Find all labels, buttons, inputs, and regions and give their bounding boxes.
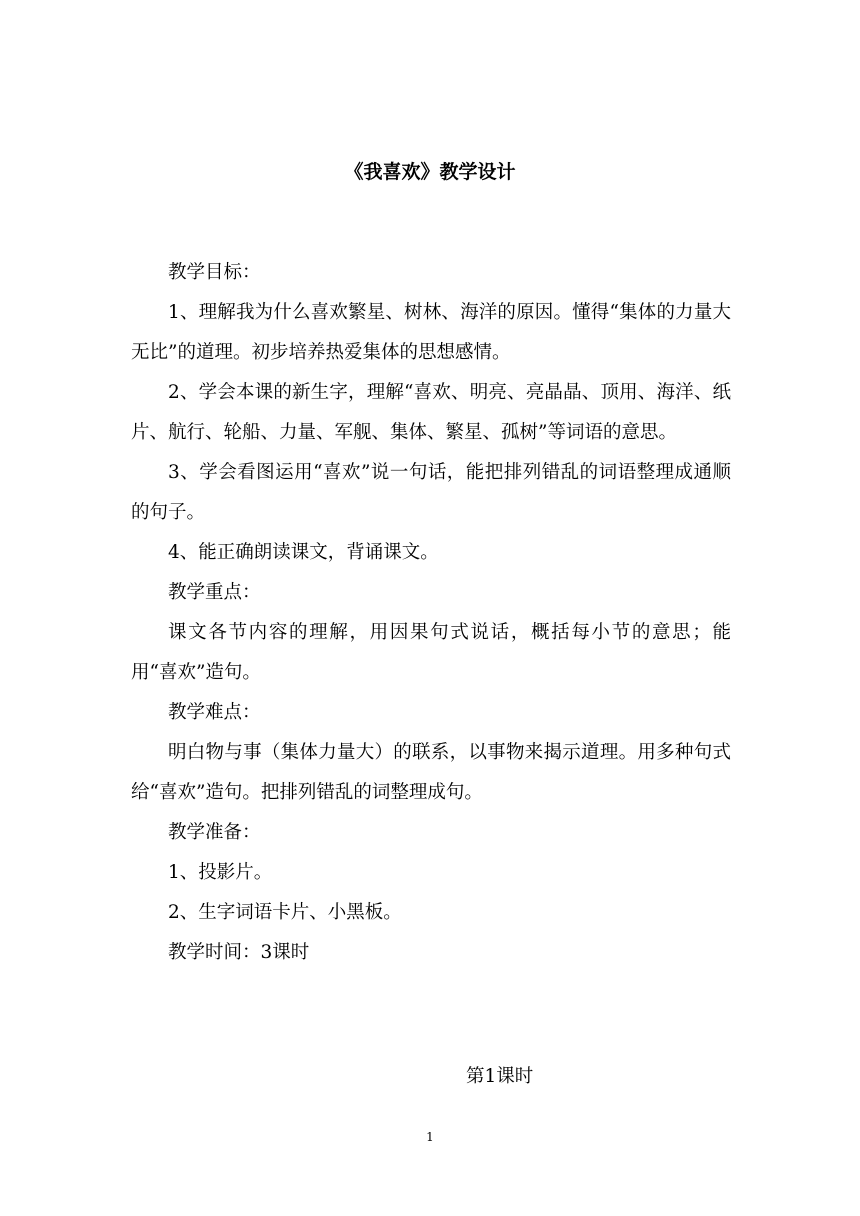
objective-1: 1、理解我为什么喜欢繁星、树林、海洋的原因。懂得“集体的力量大无比”的道理。初步培养热爱集体的思想感情。 [131, 302, 731, 363]
section-heading-key-points: 教学重点： [168, 582, 261, 603]
objective-3: 3、学会看图运用“喜欢”说一句话，能把排列错乱的词语整理成通顺的句子。 [131, 462, 731, 523]
objective-2: 2、学会本课的新生字，理解“喜欢、明亮、亮晶晶、顶用、海洋、纸片、航行、轮船、力量、军舰、集体、繁星、孤树”等词语的意思。 [131, 382, 731, 443]
difficulties-text: 明白物与事（集体力量大）的联系，以事物来揭示道理。用多种句式给“喜欢”造句。把排列错乱的词整理成句。 [131, 742, 731, 803]
preparation-item-1: 1、投影片。 [168, 862, 273, 883]
document-body [131, 253, 731, 973]
section-heading-preparation: 教学准备： [168, 822, 261, 843]
teaching-time: 教学时间：3课时 [168, 942, 310, 963]
preparation-item-2: 2、生字词语卡片、小黑板。 [168, 902, 402, 923]
key-points-text: 课文各节内容的理解，用因果句式说话，概括每小节的意思；能用“喜欢”造句。 [131, 622, 731, 683]
lesson-heading: 第1课时 [466, 1066, 534, 1087]
objective-4: 4、能正确朗读课文，背诵课文。 [168, 542, 439, 563]
section-heading-objectives: 教学目标： [168, 262, 261, 283]
page-number: 1 [426, 1130, 434, 1144]
section-heading-difficulties: 教学难点： [168, 702, 261, 723]
document-title: 《我喜欢》教学设计 [344, 161, 516, 183]
